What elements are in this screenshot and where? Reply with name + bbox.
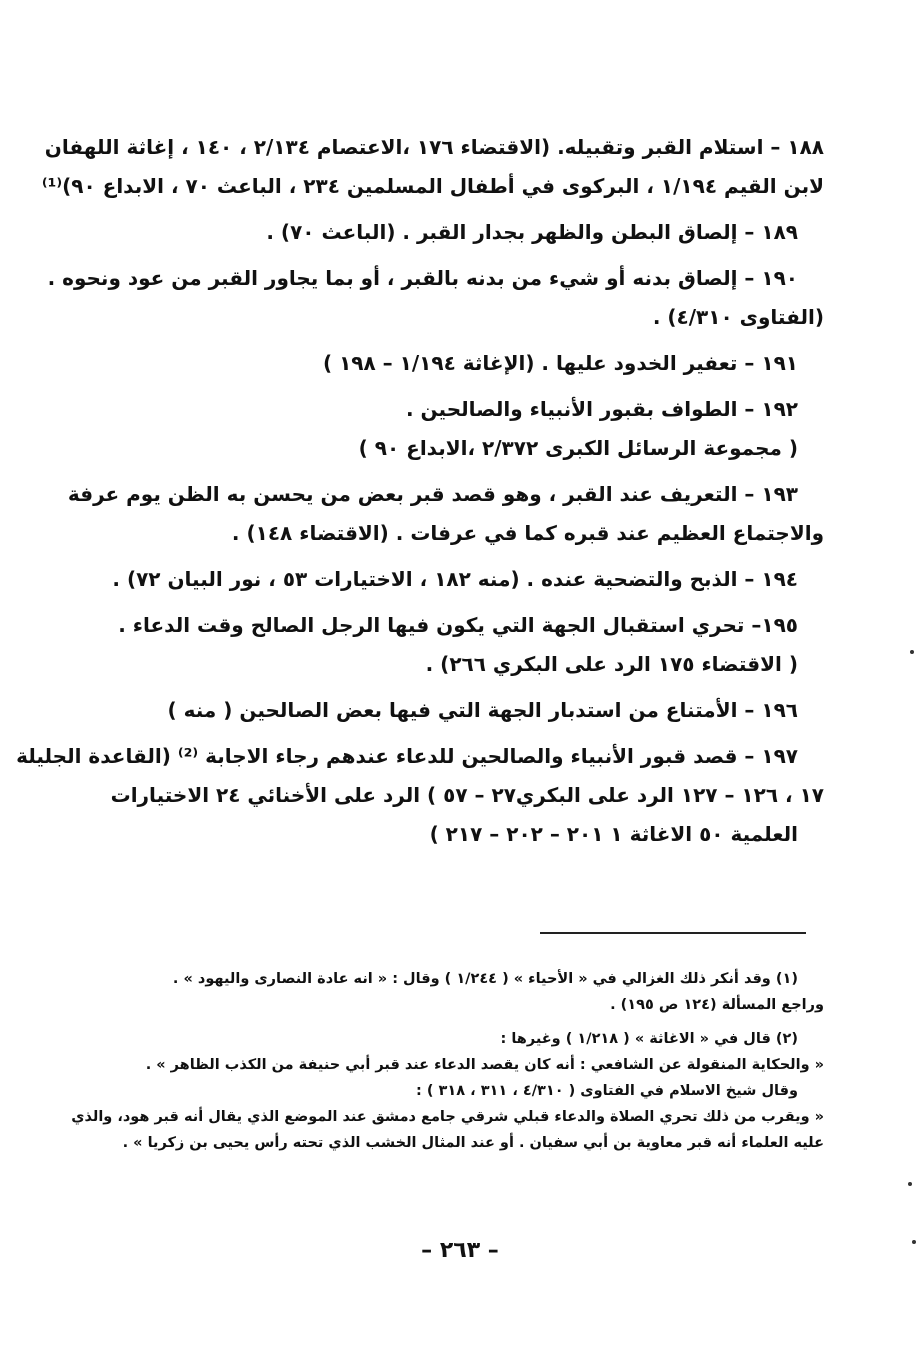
footnote-line: وقال شيخ الاسلام في الفتاوى ( ٤/٣١٠ ، ٣١١ ، ٣١٨ ) : [416, 1083, 798, 1099]
entry-line: ١٩٢ – الطواف بقبور الأنبياء والصالحين . [405, 397, 798, 421]
entry-line: ١٨٨ – استلام القبر وتقبيله. (الاقتضاء ١٧٦ ،الاعتصام ٢/١٣٤ ، ١٤٠ ، إغاثة اللهفان [44, 135, 824, 159]
entry-192 [96, 390, 824, 468]
entry-195 [96, 606, 824, 684]
scan-speck [912, 1240, 916, 1244]
entry-line: والاجتماع العظيم عند قبره كما في عرفات . (الاقتضاء ١٤٨) . [231, 521, 824, 545]
entry-189 [96, 213, 824, 252]
footnote-1 [100, 966, 824, 1018]
footnote-line: عليه العلماء أنه قبر معاوية بن أبي سفيان . أو عند المثال الخشب الذي تحته رأس يحيى بن زكريا » . [122, 1135, 824, 1151]
entry-line: (الفتاوى ٤/٣١٠) . [652, 305, 824, 329]
footnotes [71, 966, 824, 1156]
footnote-2 [71, 1026, 824, 1156]
entry-197 [16, 737, 824, 854]
entry-line: ١٩٣ – التعريف عند القبر ، وهو قصد قبر بعض من يحسن به الظن يوم عرفة [67, 482, 798, 506]
footnote-divider [540, 932, 806, 934]
footnote-line: « والحكاية المنقولة عن الشافعي : أنه كان يقصد الدعاء عند قبر أبي حنيفة من الكذب الظاهر » . [145, 1057, 824, 1073]
page-number: – ٢٦٣ – [421, 1238, 499, 1263]
entry-196 [96, 691, 824, 730]
entry-line: ١٨٩ – إلصاق البطن والظهر بجدار القبر . (الباعث ٧٠) . [266, 220, 798, 244]
footnote-line: (٢) قال في « الاغاثة » ( ١/٢١٨ ) وغيرها : [500, 1031, 798, 1047]
entry-line: ( الاقتضاء ١٧٥ الرد على البكري ٢٦٦) . [425, 652, 798, 676]
entry-line: ١٩٤ – الذبح والتضحية عنده . (منه ١٨٢ ، الاختيارات ٥٣ ، نور البيان ٧٢) . [112, 567, 798, 591]
entry-line: العلمية ٥٠ الاغاثة ١ ٢٠١ – ٢٠٢ – ٢١٧ ) [429, 822, 798, 846]
footnote-line: (١) وقد أنكر ذلك الغزالي في « الأحياء » ( ١/٢٤٤ ) وقال : « انه عادة النصارى واليهود » . [172, 971, 798, 987]
scan-speck [910, 650, 914, 654]
entry-191 [96, 344, 824, 383]
entry-line: ١٩٧ – قصد قبور الأنبياء والصالحين للدعاء عندهم رجاء الاجابة ⁽²⁾ (القاعدة الجليلة [16, 744, 798, 768]
entry-line: لابن القيم ١/١٩٤ ، البركوى في أطفال المسلمين ٢٣٤ ، الباعث ٧٠ ، الابداع ٩٠)⁽¹⁾ [41, 174, 824, 198]
numbered-entries [16, 128, 824, 861]
entry-193 [67, 475, 824, 553]
entry-line: ١٩١ – تعفير الخدود عليها . (الإغاثة ١/١٩٤ – ١٩٨ ) [322, 351, 798, 375]
entry-line: ١٧ ، ١٢٦ – ١٢٧ الرد على البكري٢٧ – ٥٧ ) الرد على الأخنائي ٢٤ الاختيارات [110, 783, 824, 807]
scan-speck [908, 1182, 912, 1186]
entry-line: ( مجموعة الرسائل الكبرى ٢/٣٧٢ ،الابداع ٩٠ ) [358, 436, 798, 460]
entry-190 [47, 259, 824, 337]
footnote-line: « ويقرب من ذلك تحري الصلاة والدعاء قبلي شرقي جامع دمشق عند الموضع الذي يقال أنه قبر هود، والذي [71, 1109, 824, 1125]
footnote-line: وراجع المسألة (١٢٤ ص ١٩٥) . [610, 997, 824, 1013]
entry-line: ١٩٦ – الأمتناع من استدبار الجهة التي فيها بعض الصالحين ( منه ) [167, 698, 798, 722]
entry-194 [96, 560, 824, 599]
entry-line: ١٩٠ – إلصاق بدنه أو شيء من بدنه بالقبر ، أو بما يجاور القبر من عود ونحوه . [47, 266, 798, 290]
entry-line: ١٩٥– تحري استقبال الجهة التي يكون فيها الرجل الصالح وقت الدعاء . [118, 613, 798, 637]
entry-188 [41, 128, 824, 206]
